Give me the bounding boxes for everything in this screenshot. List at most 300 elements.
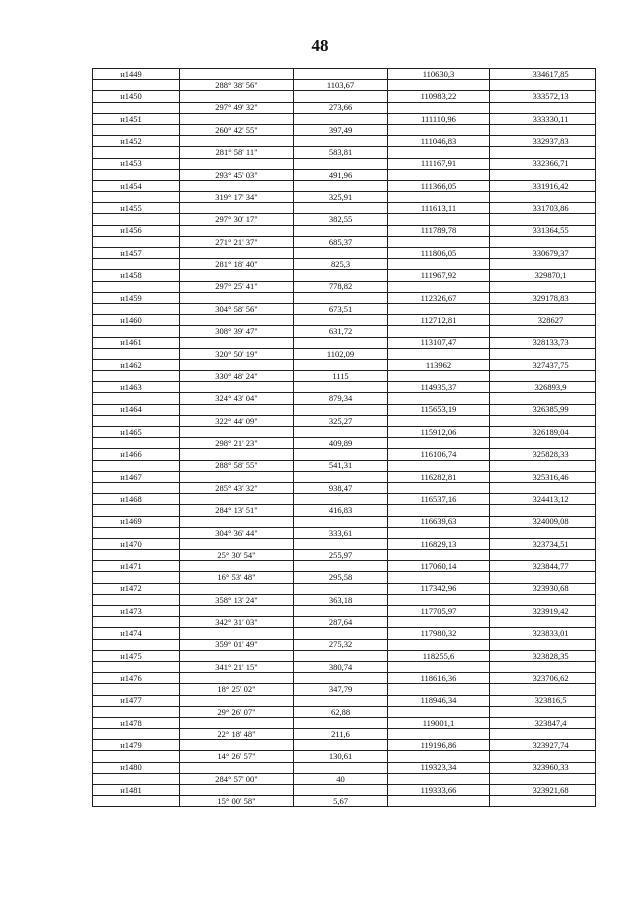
y-coordinate-cell (490, 427, 596, 438)
empty-cell (294, 203, 388, 214)
empty-cell (180, 583, 294, 594)
point-id-cell (93, 270, 180, 281)
segment-row (93, 102, 596, 113)
x-coordinate: 111167,91 (388, 158, 490, 169)
empty-cell (294, 628, 388, 639)
y-coordinate-cell (490, 248, 596, 259)
x-coordinate: 111613,11 (388, 203, 490, 214)
point-row (93, 538, 596, 549)
empty-cell (180, 785, 294, 796)
empty-cell (294, 113, 388, 124)
y-coordinate: 323816,5 (534, 695, 567, 706)
y-coordinate: 323734,51 (532, 538, 569, 549)
y-coordinate: 333330,11 (532, 113, 569, 124)
x-coordinate: 118616,36 (388, 673, 490, 684)
point-id: н1474 (120, 628, 142, 639)
segment-length: 255,97 (294, 550, 388, 561)
empty-cell (180, 136, 294, 147)
empty-cell (294, 516, 388, 527)
empty-cell (180, 628, 294, 639)
empty-cell (490, 550, 596, 561)
point-row (93, 740, 596, 751)
empty-cell (294, 561, 388, 572)
point-id-cell (93, 404, 180, 415)
y-coordinate: 328133,73 (532, 337, 569, 348)
x-coordinate: 118255,6 (388, 650, 490, 661)
point-id-cell (93, 337, 180, 348)
direction-angle: 281° 58' 11" (180, 147, 294, 158)
empty-cell (294, 404, 388, 415)
x-coordinate: 113107,47 (388, 337, 490, 348)
y-coordinate: 331703,86 (532, 203, 569, 214)
point-id-cell (93, 762, 180, 773)
segment-row (93, 147, 596, 158)
segment-row (93, 639, 596, 650)
empty-cell (388, 639, 490, 650)
direction-angle: 324° 43' 04" (180, 393, 294, 404)
segment-length: 363,18 (294, 594, 388, 605)
direction-angle: 342° 31' 03" (180, 617, 294, 628)
point-row (93, 695, 596, 706)
y-coordinate: 331364,55 (532, 225, 569, 236)
empty-cell (490, 482, 596, 493)
y-coordinate-cell (490, 404, 596, 415)
point-row (93, 69, 596, 80)
point-id: н1449 (120, 68, 142, 79)
direction-angle: 298° 21' 23" (180, 438, 294, 449)
empty-cell (490, 236, 596, 247)
direction-angle: 288° 38' 56" (180, 80, 294, 91)
segment-row (93, 617, 596, 628)
point-id-cell (93, 292, 180, 303)
y-coordinate: 326385,99 (532, 404, 569, 415)
x-coordinate: 111789,78 (388, 225, 490, 236)
point-id: н1463 (120, 382, 142, 393)
empty-cell (180, 471, 294, 482)
point-row (93, 516, 596, 527)
point-id-cell (93, 717, 180, 728)
y-coordinate: 323960,33 (532, 762, 569, 773)
empty-cell (490, 594, 596, 605)
empty-cell (93, 550, 180, 561)
y-coordinate: 324009,08 (532, 516, 569, 527)
point-id-cell (93, 695, 180, 706)
empty-cell (180, 762, 294, 773)
segment-row (93, 415, 596, 426)
empty-cell (180, 606, 294, 617)
empty-cell (93, 639, 180, 650)
empty-cell (490, 303, 596, 314)
point-row (93, 158, 596, 169)
segment-row (93, 303, 596, 314)
coordinates-table-body (93, 69, 596, 807)
x-coordinate: 112712,81 (388, 315, 490, 326)
empty-cell (180, 225, 294, 236)
empty-cell (490, 80, 596, 91)
point-id: н1458 (120, 270, 142, 281)
empty-cell (388, 348, 490, 359)
empty-cell (180, 382, 294, 393)
point-row (93, 225, 596, 236)
segment-length: 685,37 (294, 236, 388, 247)
x-coordinate: 119333,66 (388, 785, 490, 796)
segment-length: 631,72 (294, 326, 388, 337)
empty-cell (388, 303, 490, 314)
point-id-cell (93, 471, 180, 482)
empty-cell (294, 270, 388, 281)
empty-cell (93, 326, 180, 337)
empty-cell (294, 785, 388, 796)
y-coordinate-cell (490, 717, 596, 728)
segment-row (93, 796, 596, 807)
empty-cell (180, 180, 294, 191)
point-id-cell (93, 516, 180, 527)
empty-cell (294, 695, 388, 706)
direction-angle: 341° 21' 15" (180, 661, 294, 672)
segment-row (93, 326, 596, 337)
empty-cell (294, 382, 388, 393)
empty-cell (388, 415, 490, 426)
y-coordinate-cell (490, 136, 596, 147)
segment-length: 583,81 (294, 147, 388, 158)
direction-angle: 15° 00' 58" (180, 796, 294, 807)
point-id: н1480 (120, 762, 142, 773)
empty-cell (180, 538, 294, 549)
point-row (93, 673, 596, 684)
empty-cell (388, 706, 490, 717)
x-coordinate: 117060,14 (388, 561, 490, 572)
direction-angle: 297° 49' 32" (180, 102, 294, 113)
empty-cell (180, 427, 294, 438)
x-coordinate: 113962 (388, 359, 490, 370)
y-coordinate: 332937,83 (532, 135, 569, 146)
point-id-cell (93, 359, 180, 370)
direction-angle: 322° 44' 09" (180, 415, 294, 426)
empty-cell (93, 706, 180, 717)
segment-row (93, 281, 596, 292)
empty-cell (388, 527, 490, 538)
empty-cell (93, 751, 180, 762)
x-coordinate: 119323,34 (388, 762, 490, 773)
empty-cell (490, 796, 596, 807)
y-coordinate: 324413,12 (532, 493, 569, 504)
point-id-cell (93, 203, 180, 214)
y-coordinate-cell (490, 650, 596, 661)
empty-cell (490, 326, 596, 337)
segment-length: 211,6 (294, 729, 388, 740)
empty-cell (93, 192, 180, 203)
empty-cell (388, 729, 490, 740)
point-id: н1456 (120, 225, 142, 236)
point-id: н1454 (120, 180, 142, 191)
point-row (93, 583, 596, 594)
empty-cell (294, 717, 388, 728)
point-row (93, 203, 596, 214)
y-coordinate: 323919,42 (532, 605, 569, 616)
direction-angle: 29° 26' 07" (180, 706, 294, 717)
point-id-cell (93, 225, 180, 236)
direction-angle: 288° 58' 55" (180, 460, 294, 471)
x-coordinate: 116282,81 (388, 471, 490, 482)
empty-cell (294, 740, 388, 751)
x-coordinate: 111110,96 (388, 113, 490, 124)
y-coordinate: 333572,13 (532, 91, 569, 102)
empty-cell (388, 169, 490, 180)
empty-cell (388, 594, 490, 605)
x-coordinate: 119001,1 (388, 717, 490, 728)
direction-angle: 358° 13' 24" (180, 594, 294, 605)
empty-cell (93, 415, 180, 426)
empty-cell (93, 684, 180, 695)
y-coordinate-cell (490, 225, 596, 236)
direction-angle: 293° 45' 03" (180, 169, 294, 180)
empty-cell (93, 124, 180, 135)
empty-cell (388, 259, 490, 270)
empty-cell (180, 404, 294, 415)
segment-row (93, 550, 596, 561)
empty-cell (93, 460, 180, 471)
point-id-cell (93, 606, 180, 617)
point-row (93, 113, 596, 124)
point-id: н1476 (120, 672, 142, 683)
point-row (93, 449, 596, 460)
segment-row (93, 192, 596, 203)
point-row (93, 337, 596, 348)
empty-cell (180, 113, 294, 124)
empty-cell (388, 371, 490, 382)
empty-cell (294, 225, 388, 236)
point-id: н1471 (120, 561, 142, 572)
segment-row (93, 259, 596, 270)
segment-length: 62,88 (294, 706, 388, 717)
direction-angle: 18° 25' 02" (180, 684, 294, 695)
empty-cell (490, 192, 596, 203)
segment-length: 295,58 (294, 572, 388, 583)
empty-cell (93, 259, 180, 270)
x-coordinate: 117705,97 (388, 606, 490, 617)
empty-cell (294, 69, 388, 80)
empty-cell (294, 91, 388, 102)
x-coordinate: 116639,63 (388, 516, 490, 527)
x-coordinate: 116537,16 (388, 494, 490, 505)
point-row (93, 180, 596, 191)
empty-cell (490, 393, 596, 404)
empty-cell (388, 460, 490, 471)
empty-cell (490, 415, 596, 426)
empty-cell (294, 158, 388, 169)
empty-cell (490, 572, 596, 583)
x-coordinate: 114935,37 (388, 382, 490, 393)
x-coordinate: 116106,74 (388, 449, 490, 460)
y-coordinate-cell (490, 203, 596, 214)
empty-cell (93, 527, 180, 538)
y-coordinate-cell (490, 315, 596, 326)
point-row (93, 471, 596, 482)
y-coordinate-cell (490, 449, 596, 460)
segment-row (93, 527, 596, 538)
y-coordinate-cell (490, 538, 596, 549)
segment-row (93, 505, 596, 516)
point-id: н1478 (120, 717, 142, 728)
y-coordinate: 325316,46 (532, 471, 569, 482)
x-coordinate: 111366,05 (388, 180, 490, 191)
y-coordinate-cell (490, 785, 596, 796)
empty-cell (180, 359, 294, 370)
y-coordinate: 328627 (537, 314, 564, 325)
empty-cell (490, 214, 596, 225)
segment-row (93, 661, 596, 672)
empty-cell (294, 471, 388, 482)
empty-cell (93, 102, 180, 113)
empty-cell (93, 80, 180, 91)
y-coordinate: 331916,42 (532, 180, 569, 191)
point-id: н1467 (120, 471, 142, 482)
point-id: н1477 (120, 695, 142, 706)
point-id: н1473 (120, 605, 142, 616)
y-coordinate: 329178,83 (532, 292, 569, 303)
point-id-cell (93, 315, 180, 326)
empty-cell (294, 449, 388, 460)
point-id: н1450 (120, 91, 142, 102)
x-coordinate: 115653,19 (388, 404, 490, 415)
empty-cell (294, 292, 388, 303)
empty-cell (490, 684, 596, 695)
point-row (93, 404, 596, 415)
segment-row (93, 236, 596, 247)
direction-angle: 297° 30' 17" (180, 214, 294, 225)
point-row (93, 91, 596, 102)
point-id-cell (93, 180, 180, 191)
y-coordinate: 323927,74 (532, 740, 569, 751)
empty-cell (93, 214, 180, 225)
empty-cell (388, 438, 490, 449)
y-coordinate-cell (490, 113, 596, 124)
segment-length: 325,91 (294, 192, 388, 203)
empty-cell (180, 516, 294, 527)
point-row (93, 292, 596, 303)
segment-row (93, 706, 596, 717)
y-coordinate-cell (490, 516, 596, 527)
y-coordinate-cell (490, 673, 596, 684)
empty-cell (490, 527, 596, 538)
y-coordinate-cell (490, 270, 596, 281)
empty-cell (93, 661, 180, 672)
x-coordinate: 115912,06 (388, 427, 490, 438)
direction-angle: 25° 30' 54" (180, 550, 294, 561)
segment-row (93, 482, 596, 493)
empty-cell (388, 482, 490, 493)
segment-row (93, 751, 596, 762)
point-id: н1452 (120, 135, 142, 146)
y-coordinate-cell (490, 606, 596, 617)
point-id-cell (93, 628, 180, 639)
point-id: н1475 (120, 650, 142, 661)
empty-cell (490, 661, 596, 672)
empty-cell (294, 606, 388, 617)
point-id: н1459 (120, 292, 142, 303)
direction-angle: 284° 57' 00" (180, 773, 294, 784)
empty-cell (93, 796, 180, 807)
direction-angle: 319° 17' 34" (180, 192, 294, 203)
segment-length: 380,74 (294, 661, 388, 672)
empty-cell (180, 650, 294, 661)
empty-cell (388, 550, 490, 561)
empty-cell (93, 438, 180, 449)
empty-cell (180, 449, 294, 460)
segment-length: 825,3 (294, 259, 388, 270)
point-id: н1472 (120, 583, 142, 594)
y-coordinate: 323844,77 (532, 561, 569, 572)
direction-angle: 284° 13' 51" (180, 505, 294, 516)
x-coordinate: 110630,3 (388, 69, 490, 80)
y-coordinate-cell (490, 292, 596, 303)
empty-cell (294, 650, 388, 661)
point-row (93, 382, 596, 393)
empty-cell (93, 572, 180, 583)
point-row (93, 359, 596, 370)
empty-cell (490, 751, 596, 762)
empty-cell (388, 80, 490, 91)
empty-cell (180, 695, 294, 706)
x-coordinate: 111046,83 (388, 136, 490, 147)
page-number: 48 (311, 36, 329, 55)
point-row (93, 315, 596, 326)
empty-cell (490, 348, 596, 359)
direction-angle: 260° 42' 55" (180, 124, 294, 135)
segment-length: 1103,67 (294, 80, 388, 91)
y-coordinate-cell (490, 158, 596, 169)
empty-cell (180, 673, 294, 684)
direction-angle: 16° 53' 48" (180, 572, 294, 583)
empty-cell (180, 248, 294, 259)
x-coordinate: 110983,22 (388, 91, 490, 102)
segment-row (93, 348, 596, 359)
empty-cell (388, 102, 490, 113)
empty-cell (388, 661, 490, 672)
y-coordinate: 326893,9 (534, 382, 567, 393)
point-row (93, 136, 596, 147)
segment-length: 1115 (294, 371, 388, 382)
empty-cell (93, 617, 180, 628)
empty-cell (93, 393, 180, 404)
point-id-cell (93, 561, 180, 572)
empty-cell (294, 538, 388, 549)
empty-cell (180, 158, 294, 169)
empty-cell (388, 572, 490, 583)
y-coordinate-cell (490, 695, 596, 706)
point-id-cell (93, 583, 180, 594)
point-id: н1460 (120, 314, 142, 325)
segment-length: 541,31 (294, 460, 388, 471)
empty-cell (490, 147, 596, 158)
point-row (93, 248, 596, 259)
empty-cell (490, 169, 596, 180)
empty-cell (180, 203, 294, 214)
empty-cell (180, 270, 294, 281)
point-id: н1481 (120, 784, 142, 795)
point-id: н1453 (120, 158, 142, 169)
y-coordinate: 332366,71 (532, 158, 569, 169)
segment-length: 409,89 (294, 438, 388, 449)
y-coordinate-cell (490, 762, 596, 773)
y-coordinate-cell (490, 69, 596, 80)
point-id-cell (93, 113, 180, 124)
segment-row (93, 169, 596, 180)
empty-cell (93, 147, 180, 158)
point-id: н1469 (120, 516, 142, 527)
direction-angle: 22° 18' 48" (180, 729, 294, 740)
segment-row (93, 124, 596, 135)
